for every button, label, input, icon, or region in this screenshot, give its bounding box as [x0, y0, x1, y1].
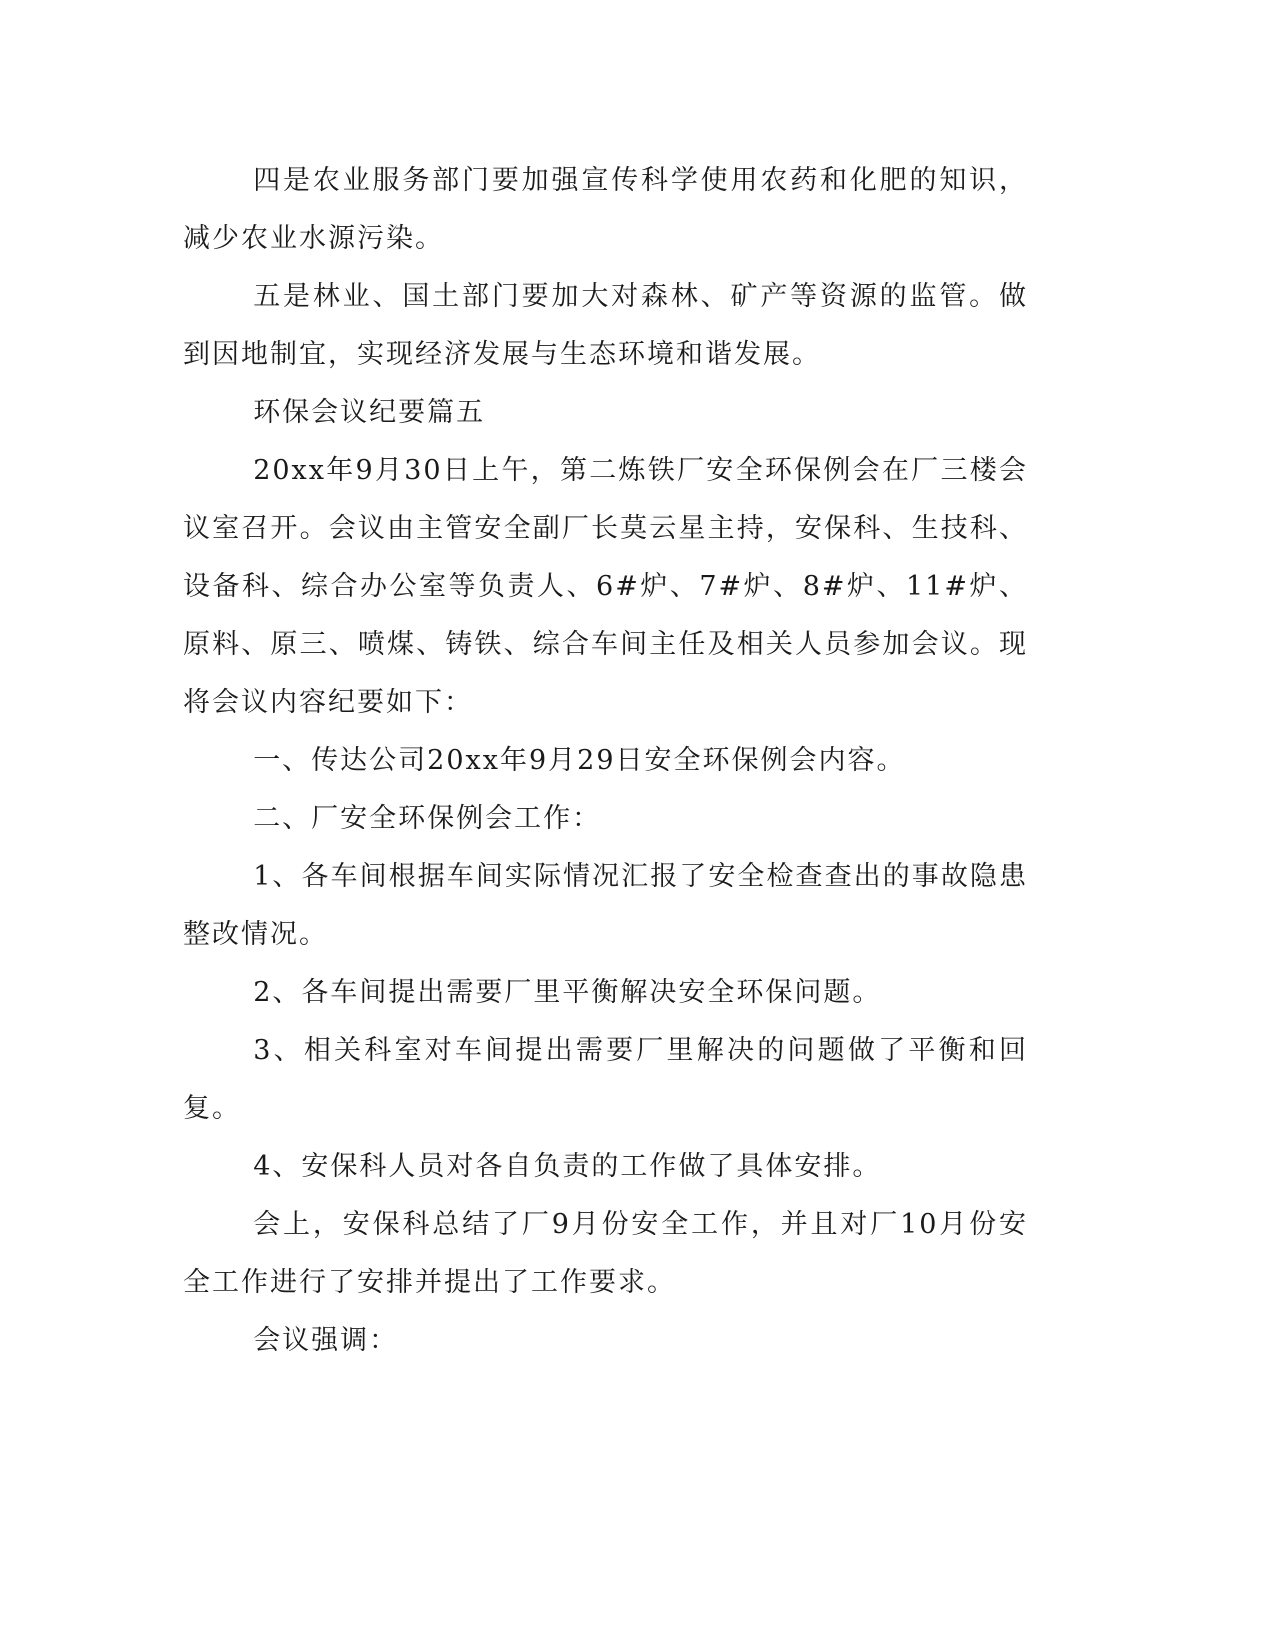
paragraph-item-5-forestry: 五是林业、国土部门要加大对森林、矿产等资源的监管。做到因地制宜，实现经济发展与生态环境和谐发展。 [183, 281, 1028, 370]
document-body [183, 152, 1028, 1370]
paragraph-item-4-agriculture: 四是农业服务部门要加强宣传科学使用农药和化肥的知识，减少农业水源污染。 [183, 165, 1028, 254]
agenda-item-2: 二、厂安全环保例会工作： [253, 803, 602, 834]
agenda-item-1: 一、传达公司20xx年9月29日安全环保例会内容。 [253, 745, 906, 776]
meeting-intro-paragraph: 20xx年9月30日上午，第二炼铁厂安全环保例会在厂三楼会议室召开。会议由主管安全副厂长莫云星主持，安保科、生技科、设备科、综合办公室等负责人、6#炉、7#炉、8#炉、11#炉、原料、原三、喷煤、铸铁、综合车间主任及相关人员参加会议。现将会议内容纪要如下： [183, 455, 1028, 718]
summary-paragraph: 会上，安保科总结了厂9月份安全工作，并且对厂10月份安全工作进行了安排并提出了工作要求。 [183, 1209, 1028, 1298]
work-item-2: 2、各车间提出需要厂里平衡解决安全环保问题。 [253, 977, 882, 1008]
work-item-1: 1、各车间根据车间实际情况汇报了安全检查查出的事故隐患整改情况。 [183, 861, 1028, 950]
section-heading: 环保会议纪要篇五 [253, 397, 486, 428]
emphasis-heading: 会议强调： [253, 1325, 399, 1356]
work-item-4: 4、安保科人员对各自负责的工作做了具体安排。 [253, 1151, 882, 1182]
work-item-3: 3、相关科室对车间提出需要厂里解决的问题做了平衡和回复。 [183, 1035, 1028, 1124]
